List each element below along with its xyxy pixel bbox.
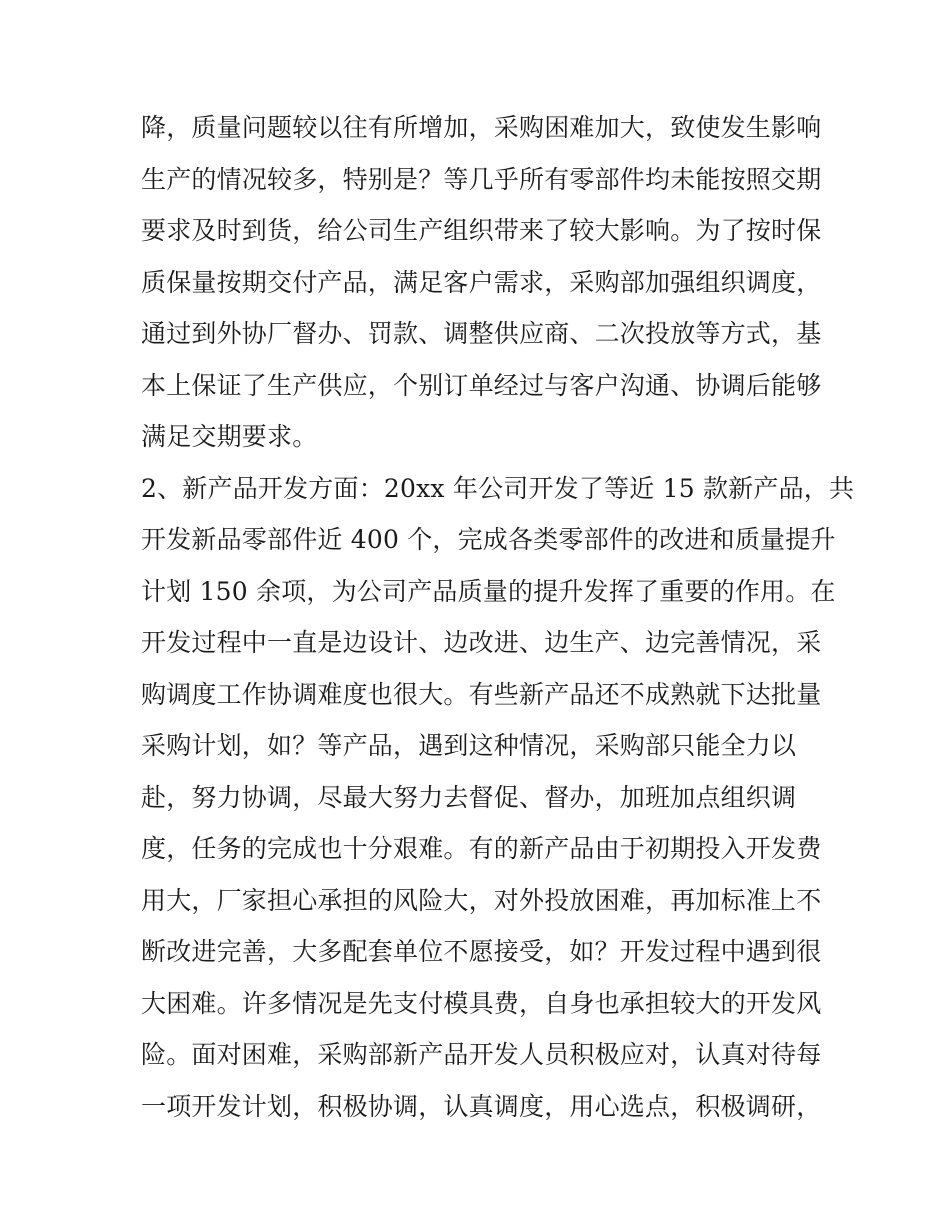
text-line: 度，任务的完成也十分艰难。有的新产品由于初期投入开发费 bbox=[141, 834, 822, 863]
text-line: 大困难。许多情况是先支付模具费，自身也承担较大的开发风 bbox=[141, 988, 822, 1018]
text-line: 开发过程中一直是边设计、边改进、边生产、边完善情况，采 bbox=[141, 628, 822, 657]
text-line: 降，质量问题较以往有所增加，采购困难加大，致使发生影响 bbox=[141, 113, 822, 142]
text-line: 用大，厂家担心承担的风险大，对外投放困难，再加标准上不 bbox=[141, 885, 822, 915]
text-line: 本上保证了生产供应，个别订单经过与客户沟通、协调后能够 bbox=[141, 370, 822, 400]
text-line: 断改进完善，大多配套单位不愿接受，如？开发过程中遇到很 bbox=[141, 937, 822, 966]
body-text bbox=[141, 102, 855, 1132]
text-line: 险。面对困难，采购部新产品开发人员积极应对，认真对待每 bbox=[141, 1040, 822, 1069]
text-line: 购调度工作协调难度也很大。有些新产品还不成熟就下达批量 bbox=[141, 679, 822, 709]
text-line: 满足交期要求。 bbox=[141, 422, 318, 451]
text-line: 要求及时到货，给公司生产组织带来了较大影响。为了按时保 bbox=[141, 216, 822, 245]
text-line: 2、新产品开发方面：20xx 年公司开发了等近 15 款新产品，共 bbox=[141, 473, 855, 503]
text-line: 通过到外协厂督办、罚款、调整供应商、二次投放等方式，基 bbox=[141, 319, 822, 348]
text-line: 赴，努力协调，尽最大努力去督促、督办，加班加点组织调 bbox=[141, 782, 797, 812]
text-line: 采购计划，如？等产品，遇到这种情况，采购部只能全力以 bbox=[141, 731, 797, 760]
text-line: 质保量按期交付产品，满足客户需求，采购部加强组织调度， bbox=[141, 267, 822, 297]
text-line: 生产的情况较多，特别是？等几乎所有零部件均未能按照交期 bbox=[141, 164, 822, 194]
text-line: 一项开发计划，积极协调，认真调度，用心选点，积极调研， bbox=[141, 1091, 822, 1121]
text-line: 开发新品零部件近 400 个，完成各类零部件的改进和质量提升 bbox=[141, 525, 836, 554]
text-line: 计划 150 余项，为公司产品质量的提升发挥了重要的作用。在 bbox=[141, 576, 836, 606]
